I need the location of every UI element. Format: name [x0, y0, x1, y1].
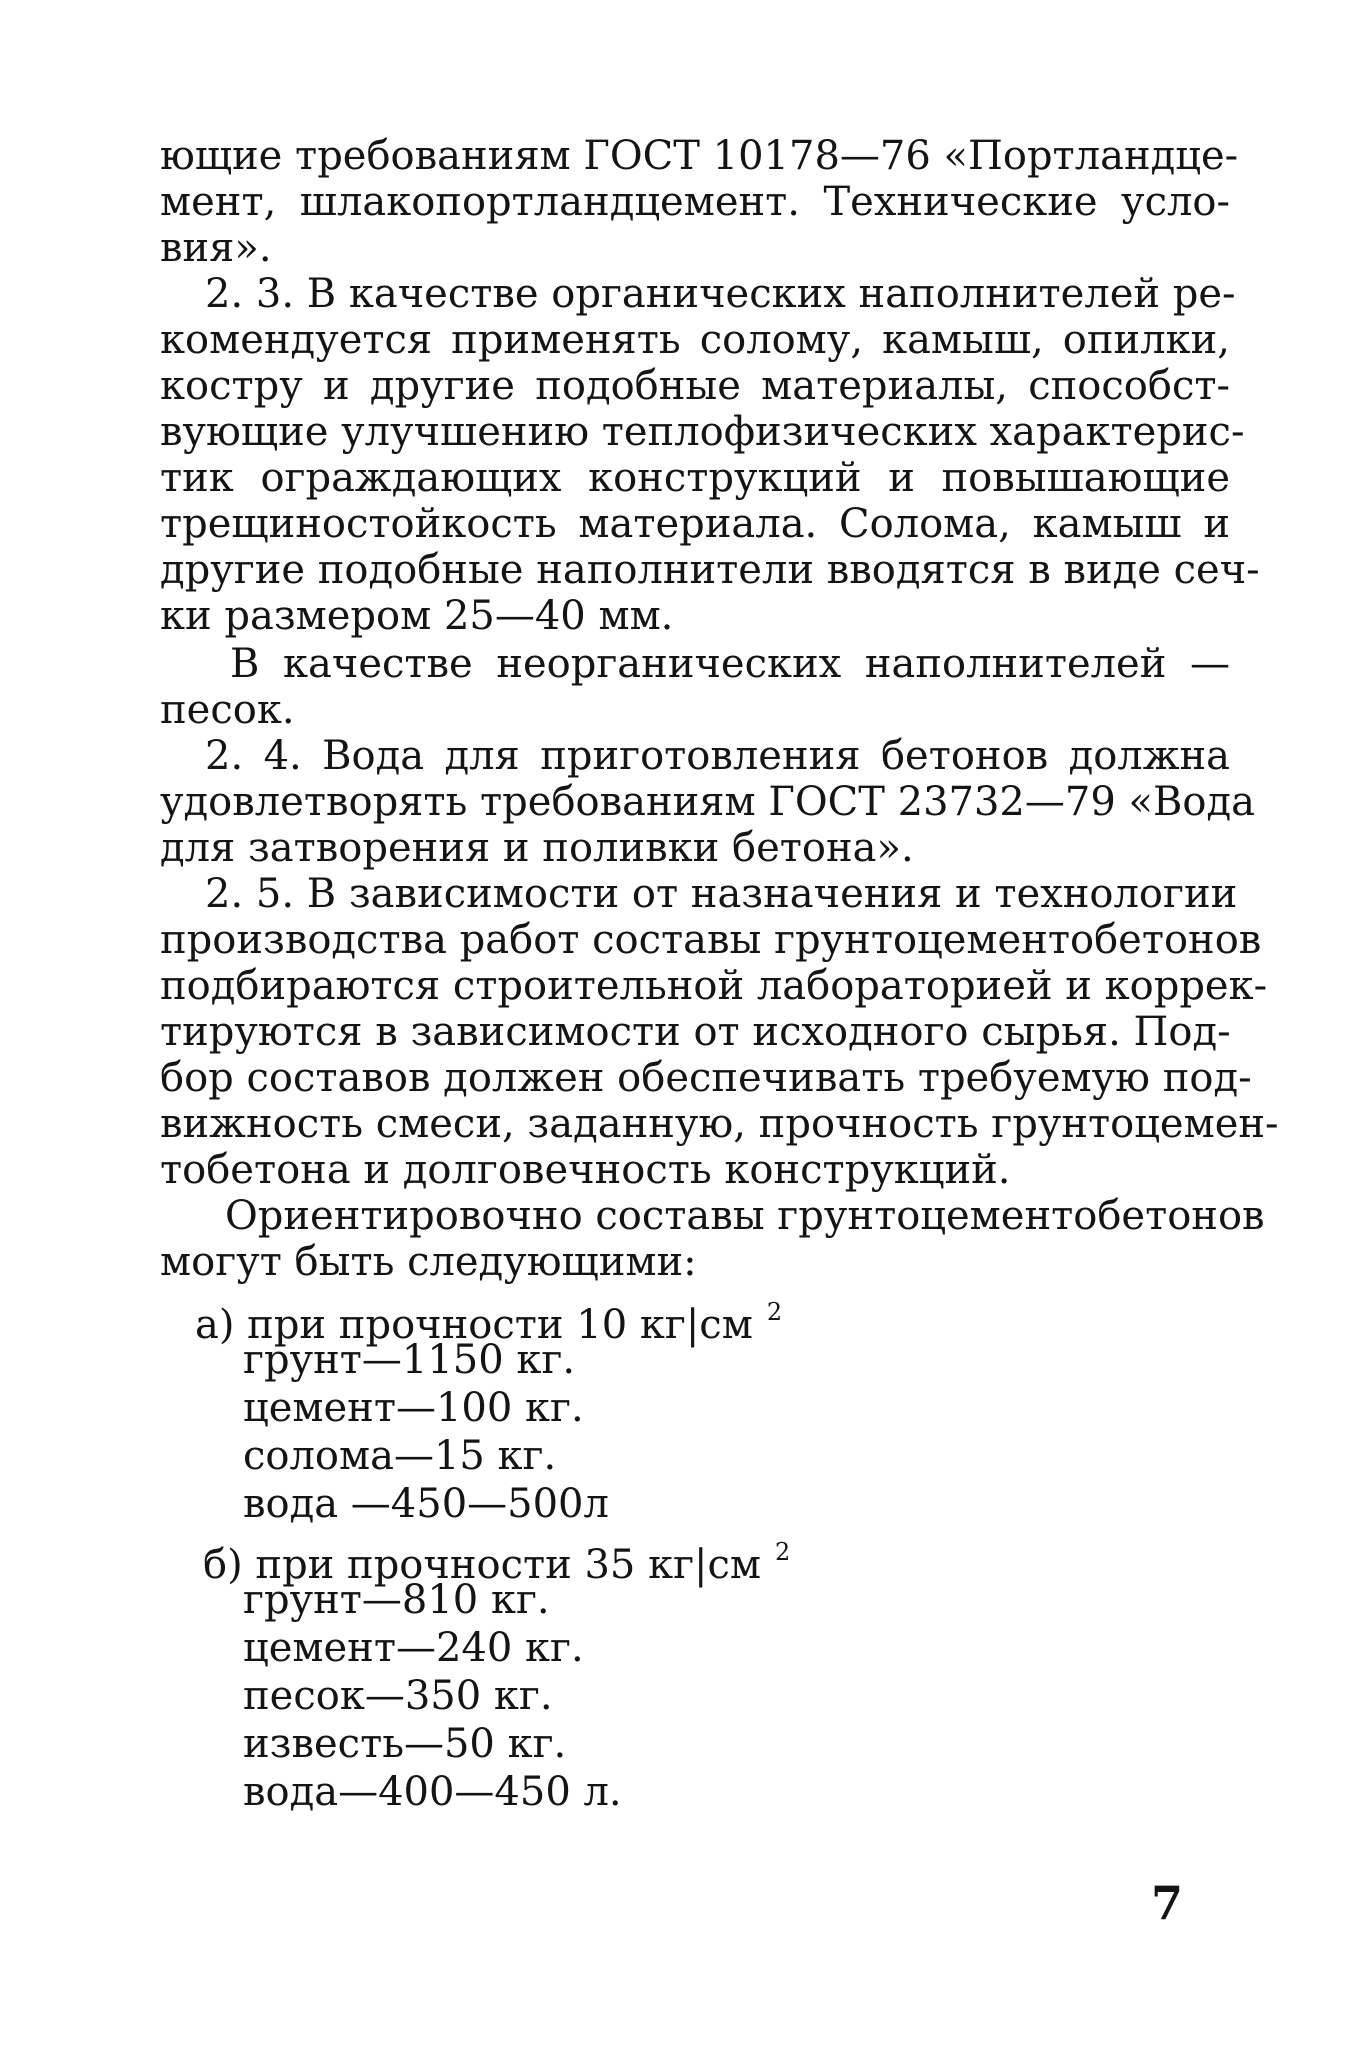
- paragraph-compositions-start: Ориентировочно составы грунтоцементобетонов: [225, 1193, 1265, 1239]
- paragraph-2-5-start: 2. 5. В зависимости от назначения и технологии: [205, 871, 1238, 917]
- text-line: ки размером 25—40 мм.: [160, 593, 674, 639]
- text-line: вижность смеси, заданную, прочность грунтоцемен-: [160, 1101, 1279, 1147]
- text-line: комендуется применять солому, камыш, опилки,: [160, 317, 1230, 363]
- text-line: тобетона и долговечность конструкций.: [160, 1147, 1011, 1193]
- page-number: 7: [1151, 1876, 1184, 1930]
- recipe-b-item: известь—50 кг.: [243, 1721, 567, 1767]
- text-line: могут быть следующими:: [160, 1239, 697, 1285]
- recipe-b-item: цемент—240 кг.: [243, 1625, 584, 1671]
- text-line: другие подобные наполнители вводятся в виде сеч-: [160, 547, 1260, 593]
- text-line: мент, шлакопортландцемент. Технические усло-: [160, 179, 1230, 225]
- paragraph-2-4-start: 2. 4. Вода для приготовления бетонов должна: [205, 733, 1230, 779]
- recipe-a-superscript: 2: [766, 1298, 783, 1326]
- paragraph-inorganic-start: В качестве неорганических наполнителей —: [230, 641, 1230, 687]
- recipe-a-item: цемент—100 кг.: [243, 1385, 584, 1431]
- recipe-b-label: б) при прочности 35 кг|см: [203, 1542, 762, 1588]
- text-line: вующие улучшению теплофизических характерис-: [160, 409, 1245, 455]
- text-line: тик ограждающих конструкций и повышающие: [160, 455, 1230, 501]
- paragraph-2-3-start: 2. 3. В качестве органических наполнителей ре-: [205, 271, 1236, 317]
- text-line: бор составов должен обеспечивать требуемую под-: [160, 1055, 1252, 1101]
- recipe-a-item: грунт—1150 кг.: [243, 1337, 576, 1383]
- text-line: для затворения и поливки бетона».: [160, 825, 914, 871]
- text-line: трещиностойкость материала. Солома, камыш и: [160, 501, 1230, 547]
- recipe-a-item: солома—15 кг.: [243, 1433, 557, 1479]
- text-line: костру и другие подобные материалы, способст-: [160, 363, 1230, 409]
- text-line: тируются в зависимости от исходного сырья. Под-: [160, 1009, 1231, 1055]
- text-line: подбираются строительной лабораторией и коррек-: [160, 963, 1268, 1009]
- text-line: ющие требованиям ГОСТ 10178—76 «Портландце-: [160, 133, 1239, 179]
- recipe-b-item: песок—350 кг.: [243, 1673, 553, 1719]
- recipe-a-label: а) при прочности 10 кг|см: [195, 1302, 753, 1348]
- text-line: производства работ составы грунтоцементобетонов: [160, 917, 1262, 963]
- text-line: удовлетворять требованиям ГОСТ 23732—79 «Вода: [160, 779, 1255, 825]
- recipe-a-item: вода —450—500л: [243, 1481, 609, 1527]
- recipe-b-item: грунт—810 кг.: [243, 1577, 550, 1623]
- text-line: вия».: [160, 225, 272, 271]
- recipe-b-item: вода—400—450 л.: [243, 1769, 622, 1815]
- text-line: песок.: [160, 687, 295, 733]
- recipe-b-superscript: 2: [775, 1538, 791, 1566]
